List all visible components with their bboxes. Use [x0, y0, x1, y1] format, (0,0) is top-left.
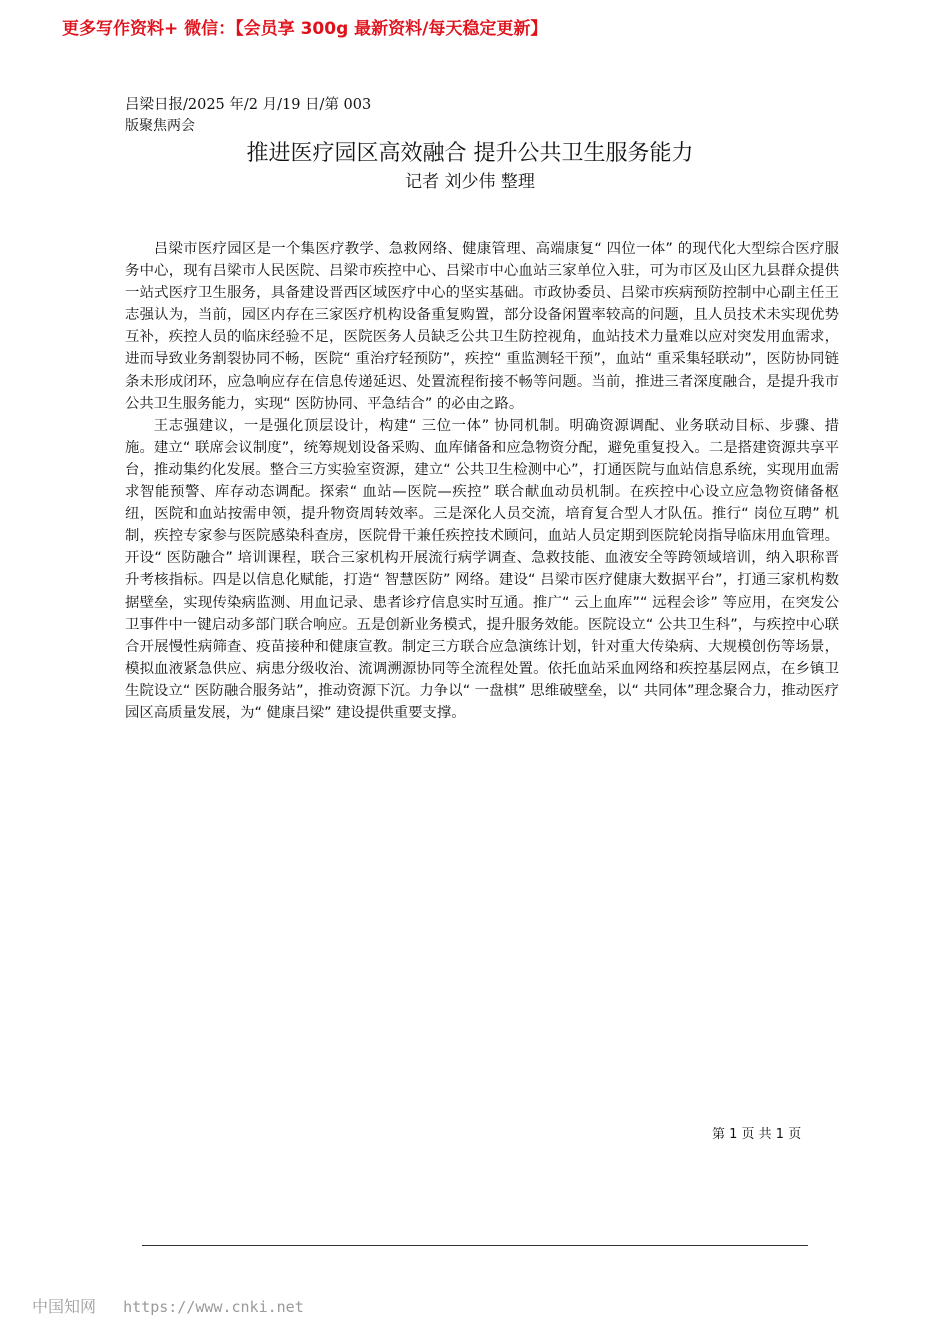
- article-body: [125, 238, 839, 724]
- promo-banner: 更多写作资料+ 微信：【会员享 300g 最新资料/每天稳定更新】: [62, 19, 548, 39]
- paragraph-1: 吕梁市医疗园区是一个集医疗教学、急救网络、健康管理、高端康复“ 四位一体” 的现代化大型综合医疗服务中心，现有吕梁市人民医院、吕梁市疾控中心、吕梁市中心血站三家单位入驻，可为市区及山区九县群众提供一站式医疗卫生服务，具备建设晋西区域医疗中心的坚实基础。市政协委员、吕梁市疾病预防控制中心副主任王志强认为，当前，园区内存在三家医疗机构设备重复购置，部分设备闲置率较高的问题，且人员技术未实现优势互补，疾控人员的临床经验不足，医院医务人员缺乏公共卫生防控视角，血站技术力量难以应对突发用血需求，进而导致业务割裂协同不畅，医院“ 重治疗轻预防”，疾控“ 重监测轻干预”，血站“ 重采集轻联动”，医防协同链条未形成闭环，应急响应存在信息传递延迟、处置流程衔接不畅等问题。当前，推进三者深度融合，是提升我市公共卫生服务能力，实现“ 医防协同、平急结合” 的必由之路。: [125, 241, 839, 412]
- article-title: 推进医疗园区高效融合 提升公共卫生服务能力: [246, 141, 694, 166]
- footer-site-name: 中国知网: [32, 1297, 97, 1316]
- footer-url-link[interactable]: https://www.cnki.net: [123, 1298, 304, 1316]
- footer: [32, 1294, 304, 1317]
- article-source: 吕梁日报/2025 年/2 月/19 日/第 003: [125, 97, 372, 113]
- article-byline: 记者 刘少伟 整理: [405, 172, 535, 192]
- page-indicator: 第 1 页 共 1 页: [712, 1127, 802, 1142]
- footer-divider: [142, 1245, 808, 1246]
- article-section: 版聚焦两会: [125, 118, 195, 134]
- paragraph-2: 王志强建议，一是强化顶层设计，构建“ 三位一体” 协同机制。明确资源调配、业务联动目标、步骤、措施。建立“ 联席会议制度”，统筹规划设备采购、血库储备和应急物资分配，避免重复投入。二是搭建资源共享平台，推动集约化发展。整合三方实验室资源，建立“ 公共卫生检测中心”，打通医院与血站信息系统，实现用血需求智能预警、库存动态调配。探索“ 血站—医院—疾控” 联合献血动员机制。在疾控中心设立应急物资储备枢纽，医院和血站按需申领，提升物资周转效率。三是深化人员交流，培育复合型人才队伍。推行“ 岗位互聘” 机制，疾控专家参与医院感染科查房，医院骨干兼任疾控技术顾问，血站人员定期到医院轮岗指导临床用血管理。开设“ 医防融合” 培训课程，联合三家机构开展流行病学调查、急救技能、血液安全等跨领域培训，纳入职称晋升考核指标。四是以信息化赋能，打造“ 智慧医防” 网络。建设“ 吕梁市医疗健康大数据平台”，打通三家机构数据壁垒，实现传染病监测、用血记录、患者诊疗信息实时互通。推广“ 云上血库”“ 远程会诊” 等应用，在突发公卫事件中一键启动多部门联合响应。五是创新业务模式，提升服务效能。医院设立“ 公共卫生科”，与疾控中心联合开展慢性病筛查、疫苗接种和健康宣教。制定三方联合应急演练计划，针对重大传染病、大规模创伤等场景，模拟血液紧急供应、病患分级收治、流调溯源协同等全流程处置。依托血站采血网络和疾控基层网点，在乡镇卫生院设立“ 医防融合服务站”，推动资源下沉。力争以“ 一盘棋” 思维破壁垒，以“ 共同体”理念聚合力，推动医疗园区高质量发展，为“ 健康吕梁” 建设提供重要支撑。: [125, 417, 839, 721]
